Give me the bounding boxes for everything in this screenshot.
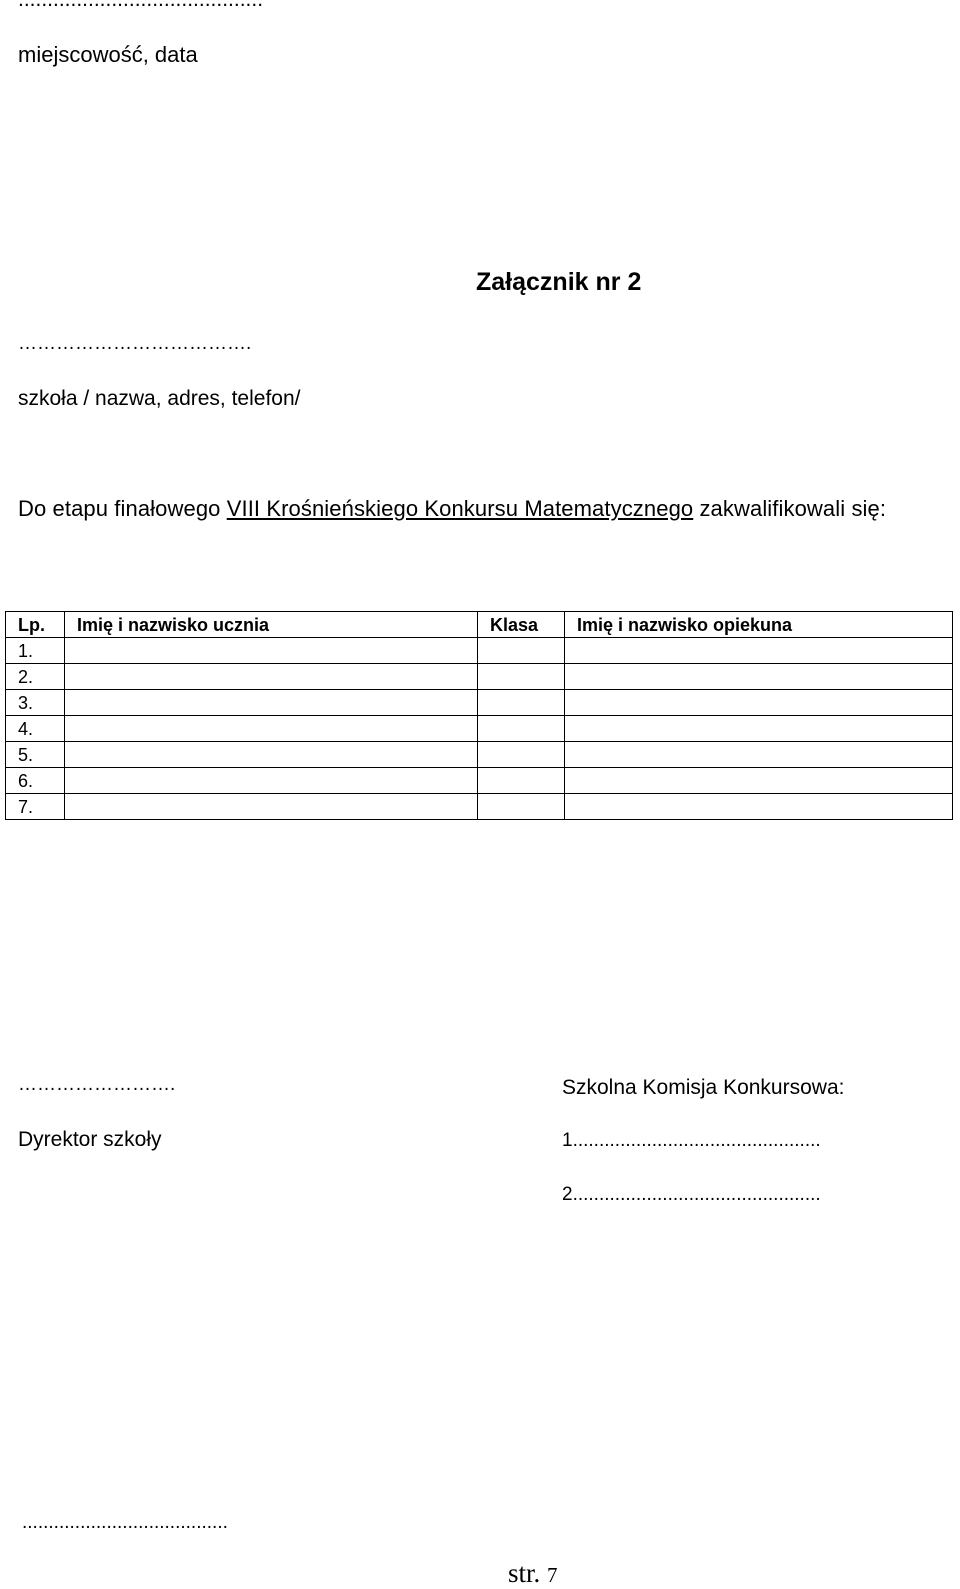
place-date-label: miejscowość, data — [18, 42, 198, 67]
committee-signature-line-1: 1............................................... — [562, 1130, 821, 1151]
footer-dots: ....................................... — [22, 1512, 228, 1533]
cell-lp: 5. — [6, 742, 65, 768]
school-dots: ………………………………. — [18, 333, 252, 354]
director-signature-dots: ……………………. — [18, 1074, 176, 1095]
cell-class — [478, 716, 565, 742]
header-tutor-name: Imię i nazwisko opiekuna — [565, 612, 953, 638]
cell-class — [478, 794, 565, 820]
cell-tutor-name — [565, 638, 953, 664]
cell-lp: 1. — [6, 638, 65, 664]
cell-class — [478, 638, 565, 664]
table-row — [6, 716, 953, 742]
table-row — [6, 638, 953, 664]
intro-sentence — [18, 496, 886, 522]
cell-tutor-name — [565, 664, 953, 690]
cell-tutor-name — [565, 768, 953, 794]
qualified-students-table — [5, 611, 953, 820]
cell-class — [478, 742, 565, 768]
committee-title: Szkolna Komisja Konkursowa: — [562, 1076, 845, 1099]
cell-class — [478, 664, 565, 690]
intro-after: zakwalifikowali się: — [693, 496, 887, 521]
contest-name: VIII Krośnieńskiego Konkursu Matematycznego — [226, 496, 694, 521]
cell-tutor-name — [565, 794, 953, 820]
cell-lp: 3. — [6, 690, 65, 716]
committee-signature-line-2: 2............................................... — [562, 1184, 821, 1205]
cell-tutor-name — [565, 716, 953, 742]
cell-student-name — [65, 638, 478, 664]
page-number-value: 7 — [547, 1563, 558, 1587]
table-row — [6, 690, 953, 716]
cell-tutor-name — [565, 690, 953, 716]
cell-student-name — [65, 716, 478, 742]
cell-class — [478, 690, 565, 716]
intro-before: Do etapu finałowego — [18, 496, 227, 521]
attachment-title: Załącznik nr 2 — [476, 268, 642, 296]
table-row — [6, 742, 953, 768]
place-date-dots — [18, 0, 263, 12]
table-row — [6, 768, 953, 794]
cell-lp: 7. — [6, 794, 65, 820]
cell-lp: 2. — [6, 664, 65, 690]
header-student-name: Imię i nazwisko ucznia — [65, 612, 478, 638]
table-row — [6, 664, 953, 690]
cell-lp: 6. — [6, 768, 65, 794]
cell-tutor-name — [565, 742, 953, 768]
header-lp: Lp. — [6, 612, 65, 638]
page-prefix: str. — [508, 1558, 541, 1588]
cell-student-name — [65, 742, 478, 768]
cell-student-name — [65, 664, 478, 690]
cell-student-name — [65, 768, 478, 794]
cell-student-name — [65, 794, 478, 820]
director-label: Dyrektor szkoły — [18, 1128, 162, 1151]
cell-lp: 4. — [6, 716, 65, 742]
page-number — [508, 1558, 558, 1589]
school-label: szkoła / nazwa, adres, telefon/ — [18, 387, 301, 410]
table-row — [6, 794, 953, 820]
header-class: Klasa — [478, 612, 565, 638]
table-header-row — [6, 612, 953, 638]
cell-student-name — [65, 690, 478, 716]
cell-class — [478, 768, 565, 794]
